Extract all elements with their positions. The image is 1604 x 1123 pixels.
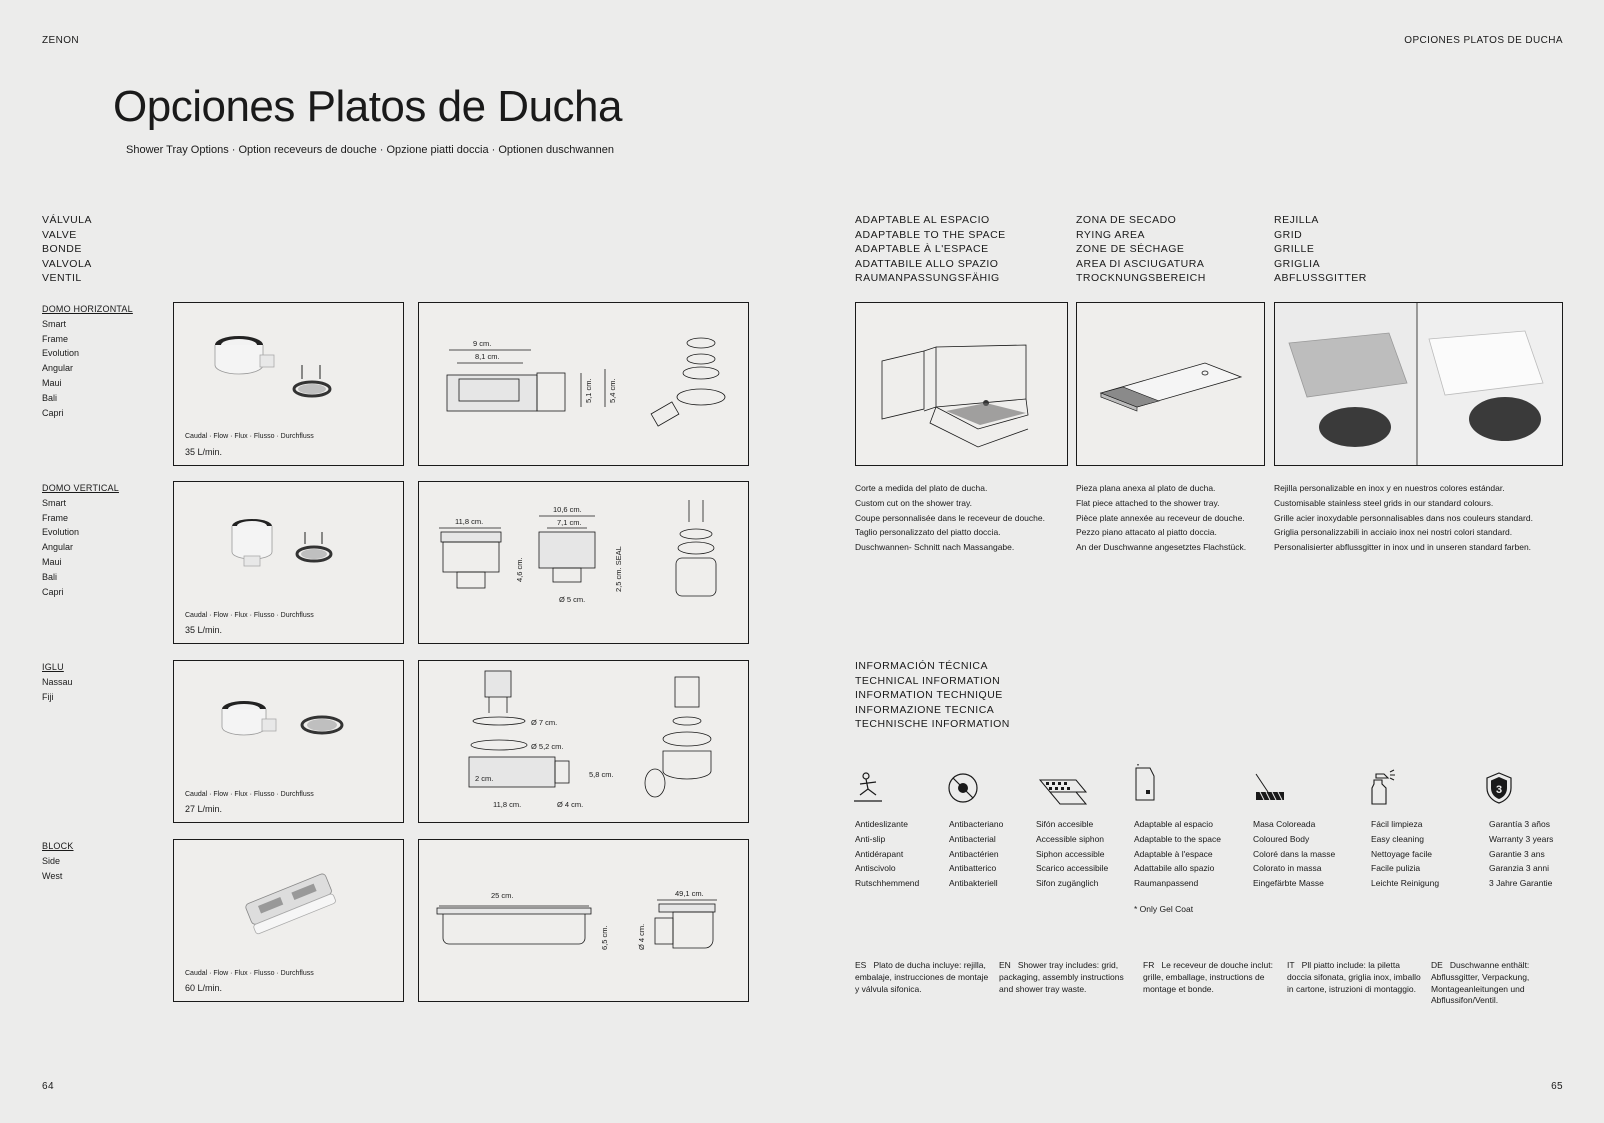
dim-label: 7,1 cm. <box>557 518 582 527</box>
list-item: Angular <box>42 363 74 374</box>
list-item: Capri <box>42 587 64 598</box>
header-right: OPCIONES PLATOS DE DUCHA <box>1404 35 1563 46</box>
includes-fr: FR Le receveur de douche inclut: grille, emballage, instructions de montage et bonde. <box>1143 960 1273 994</box>
dim-label: Ø 4 cm. <box>637 923 646 950</box>
header-left: ZENON <box>42 35 79 46</box>
dim-label: 5,1 cm. <box>584 378 593 403</box>
feature-coloured-mass: Masa Coloreada Coloured Body Coloré dans la masse Colorato in massa Eingefärbte Masse <box>1253 819 1336 889</box>
option-heading-adaptable: ADAPTABLE AL ESPACIO ADAPTABLE TO THE SPACE ADAPTABLE À L'ESPACE ADATTABILE ALLO SPAZIO RAUMANPASSUNGSFÄHIG <box>855 214 1006 285</box>
technical-drawing-box <box>418 481 749 644</box>
feature-easy-cleaning: Fácil limpieza Easy cleaning Nettoyage facile Facile pulizia Leichte Reinigung <box>1371 819 1440 889</box>
warranty-icon <box>1484 771 1514 805</box>
dim-label: 11,8 cm. <box>455 517 484 526</box>
domo-horizontal-drawing <box>419 303 748 465</box>
option-heading-drying-area: ZONA DE SECADO RYING AREA ZONE DE SÉCHAGE AREA DI ASCIUGATURA TROCKNUNGSBEREICH <box>1076 214 1206 285</box>
dim-label: 2,5 cm. SEAL <box>614 546 623 592</box>
adaptable-space-image <box>855 302 1068 466</box>
domo-vertical-drawing <box>419 482 748 643</box>
category-title: BLOCK <box>42 841 74 851</box>
svg-text:3: 3 <box>1495 784 1503 796</box>
block-valve-image <box>174 840 403 960</box>
category-title: IGLU <box>42 662 64 672</box>
technical-drawing-box <box>418 839 749 1002</box>
option-desc-grid: Rejilla personalizable en inox y en nuestros colores estándar. Customisable stainless steel grids in our standard colours. Grille acier inoxydable personnalisables dans nos couleurs standard. Griglia personalizzabili in acciaio inox nei nostri colori standard. Personalisierter abflussgitter in inox und in unseren standard farben. <box>1274 483 1533 553</box>
dim-label: 2 cm. <box>475 774 494 783</box>
page-title: Opciones Platos de Ducha <box>113 82 622 131</box>
dim-label: Ø 5,2 cm. <box>531 742 564 751</box>
flow-value: 27 L/min. <box>185 804 223 814</box>
list-item: West <box>42 870 63 881</box>
list-item: Frame <box>42 512 69 523</box>
iglu-drawing <box>419 661 748 822</box>
technical-drawing-box <box>418 660 749 823</box>
flow-value: 35 L/min. <box>185 625 223 635</box>
option-desc-drying-area: Pieza plana anexa al plato de ducha. Flat piece attached to the shower tray. Pièce plate annexée au receveur de douche. Pezzo piano attacato al piatto doccia. An der Duschwanne angesetztes Flachstück. <box>1076 483 1247 553</box>
dim-label: 4,6 cm. <box>515 557 524 582</box>
tech-heading: INFORMACIÓN TÉCNICA TECHNICAL INFORMATION INFORMATION TECHNIQUE INFORMAZIONE TECNICA TECHNISCHE INFORMATION <box>855 660 1010 731</box>
includes-es: ES Plato de ducha incluye: rejilla, embalaje, instrucciones de montaje y válvula sifonica. <box>855 960 989 994</box>
page-subtitle: Shower Tray Options · Option receveurs de douche · Opzione piatti doccia · Optionen duschwannen <box>126 144 614 156</box>
list-item: Nassau <box>42 676 73 687</box>
includes-en: EN Shower tray includes: grid, packaging, assembly instructions and shower tray waste. <box>999 960 1124 994</box>
dim-label: 49,1 cm. <box>675 889 704 898</box>
feature-adaptable: Adaptable al espacio Adaptable to the space Adaptable à l'espace Adattabile allo spazio Raumanpassend <box>1134 819 1221 889</box>
list-item: Side <box>42 855 61 866</box>
siphon-icon <box>1036 776 1090 806</box>
flow-value: 35 L/min. <box>185 447 223 457</box>
dim-label: 8,1 cm. <box>475 352 500 361</box>
drying-area-image <box>1076 302 1265 466</box>
list-item: Maui <box>42 378 62 389</box>
flow-label: Caudal · Flow · Flux · Flusso · Durchfluss <box>185 970 314 977</box>
list-item: Capri <box>42 408 64 419</box>
dim-label: 9 cm. <box>473 339 492 348</box>
technical-drawing-box <box>418 302 749 466</box>
category-block <box>42 839 74 883</box>
dim-label: 11,8 cm. <box>493 800 522 809</box>
category-domo-horizontal <box>42 302 133 421</box>
page-number-left: 64 <box>42 1081 54 1092</box>
flow-value: 60 L/min. <box>185 983 223 993</box>
dim-label: Ø 7 cm. <box>531 718 558 727</box>
product-photo-box <box>173 302 404 466</box>
anti-slip-icon <box>852 770 888 806</box>
adaptable-icon <box>1134 764 1160 804</box>
list-item: Evolution <box>42 527 80 538</box>
easy-cleaning-icon <box>1368 768 1396 806</box>
list-item: Fiji <box>42 691 54 702</box>
option-heading-grid: REJILLA GRID GRILLE GRIGLIA ABFLUSSGITTER <box>1274 214 1367 285</box>
list-item: Frame <box>42 333 69 344</box>
list-item: Evolution <box>42 348 80 359</box>
product-photo-box <box>173 839 404 1002</box>
category-domo-vertical <box>42 481 119 600</box>
dim-label: Ø 4 cm. <box>557 800 584 809</box>
product-photo-box <box>173 660 404 823</box>
option-desc-adaptable: Corte a medida del plato de ducha. Custom cut on the shower tray. Coupe personnalisée dans le receveur de douche. Taglio personalizzato del piatto doccia. Duschwannen- Schnitt nach Massangabe. <box>855 483 1045 553</box>
feature-siphon: Sifón accesible Accessible siphon Siphon accessible Scarico accessibile Sifon zugänglich <box>1036 819 1109 889</box>
feature-warranty: Garantía 3 años Warranty 3 years Garantie 3 ans Garanzia 3 anni 3 Jahre Garantie <box>1489 819 1554 889</box>
page-number-right: 65 <box>1551 1081 1563 1092</box>
gel-coat-note: * Only Gel Coat <box>1134 904 1194 914</box>
list-item: Angular <box>42 542 74 553</box>
feature-anti-slip: Antideslizante Anti-slip Antidérapant Antiscivolo Rutschhemmend <box>855 819 920 889</box>
list-item: Bali <box>42 393 58 404</box>
dim-label: 5,8 cm. <box>589 770 614 779</box>
grid-image <box>1274 302 1563 466</box>
product-photo-box <box>173 481 404 644</box>
flow-label: Caudal · Flow · Flux · Flusso · Durchfluss <box>185 433 314 440</box>
dim-label: 10,6 cm. <box>553 505 582 514</box>
dim-label: 5,4 cm. <box>608 378 617 403</box>
block-drawing <box>419 840 748 1001</box>
list-item: Bali <box>42 572 58 583</box>
includes-de: DE Duschwanne enthält: Abflussgitter, Verpackung, Montageanleitungen und Abflussifon/Ventil. <box>1431 960 1530 1006</box>
list-item: Maui <box>42 557 62 568</box>
valve-heading: VÁLVULA VALVE BONDE VALVOLA VENTIL <box>42 214 92 285</box>
feature-antibacterial: Antibacteriano Antibacterial Antibactérien Antibatterico Antibakteriell <box>949 819 1004 889</box>
list-item: Smart <box>42 318 67 329</box>
iglu-valve-image <box>174 661 403 781</box>
domo-horizontal-valve-image <box>174 303 403 423</box>
includes-it: IT Pll piatto include: la piletta doccia sifonata, griglia inox, imballo in cartone, istruzioni di montaggio. <box>1287 960 1421 994</box>
coloured-mass-icon <box>1252 772 1286 804</box>
dim-label: 6,5 cm. <box>600 925 609 950</box>
category-iglu <box>42 660 73 704</box>
antibacterial-icon <box>946 771 980 805</box>
dim-label: Ø 5 cm. <box>559 595 586 604</box>
domo-vertical-valve-image <box>174 482 403 602</box>
flow-label: Caudal · Flow · Flux · Flusso · Durchfluss <box>185 612 314 619</box>
dim-label: 25 cm. <box>491 891 514 900</box>
category-title: DOMO VERTICAL <box>42 483 119 493</box>
flow-label: Caudal · Flow · Flux · Flusso · Durchfluss <box>185 791 314 798</box>
category-title: DOMO HORIZONTAL <box>42 304 133 314</box>
list-item: Smart <box>42 497 67 508</box>
